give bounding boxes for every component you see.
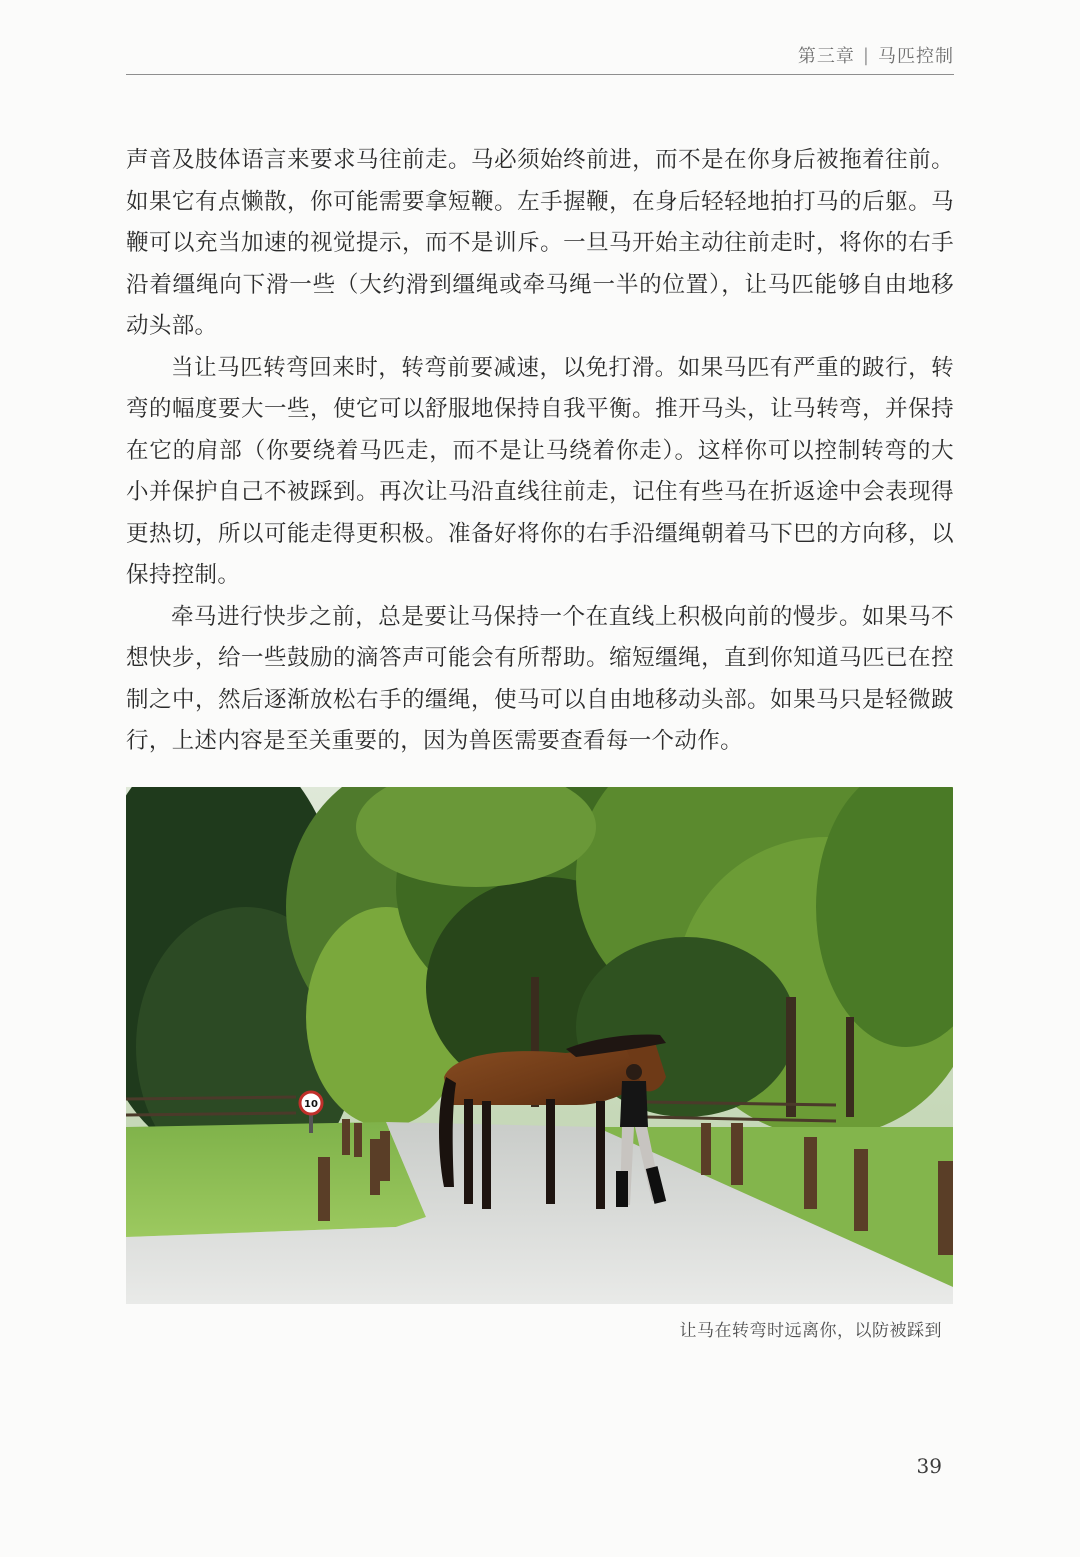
paragraph-3: 牵马进行快步之前，总是要让马保持一个在直线上积极向前的慢步。如果马不想快步，给一些鼓励的滴答声可能会有所帮助。缩短缰绳，直到你知道马匹已在控制之中，然后逐渐放松右手的缰绳，使马可以自由地移动头部。如果马只是轻微跛行，上述内容是至关重要的，因为兽医需要查看每一个动作。 bbox=[126, 603, 954, 754]
paragraph-1: 声音及肢体语言来要求马往前走。马必须始终前进，而不是在你身后被拖着往前。如果它有点懒散，你可能需要拿短鞭。左手握鞭，在身后轻轻地拍打马的后躯。马鞭可以充当加速的视觉提示，而不是训斥。一旦马开始主动往前走时，将你的右手沿着缰绳向下滑一些（大约滑到缰绳或牵马绳一半的位置），让马匹能够自由地移动头部。 bbox=[126, 147, 954, 339]
running-head bbox=[798, 42, 954, 68]
header-rule bbox=[126, 74, 954, 75]
running-head-separator: | bbox=[862, 44, 870, 66]
chapter-title: 马匹控制 bbox=[878, 46, 954, 67]
photo-caption: 让马在转弯时远离你，以防被踩到 bbox=[679, 1321, 942, 1341]
chapter-label: 第三章 bbox=[797, 46, 855, 67]
horse-photo bbox=[126, 787, 953, 1304]
page-number: 39 bbox=[916, 1454, 942, 1478]
paragraph-2: 当让马匹转弯回来时，转弯前要减速，以免打滑。如果马匹有严重的跛行，转弯的幅度要大一些，使它可以舒服地保持自我平衡。推开马头，让马转弯，并保持在它的肩部（你要绕着马匹走，而不是让马绕着你走）。这样你可以控制转弯的大小并保护自己不被踩到。再次让马沿直线往前走，记住有些马在折返途中会表现得更热切，所以可能走得更积极。准备好将你的右手沿缰绳朝着马下巴的方向移，以保持控制。 bbox=[126, 354, 954, 588]
speed-sign-text: 10 bbox=[304, 1099, 318, 1110]
body-text bbox=[126, 140, 954, 763]
